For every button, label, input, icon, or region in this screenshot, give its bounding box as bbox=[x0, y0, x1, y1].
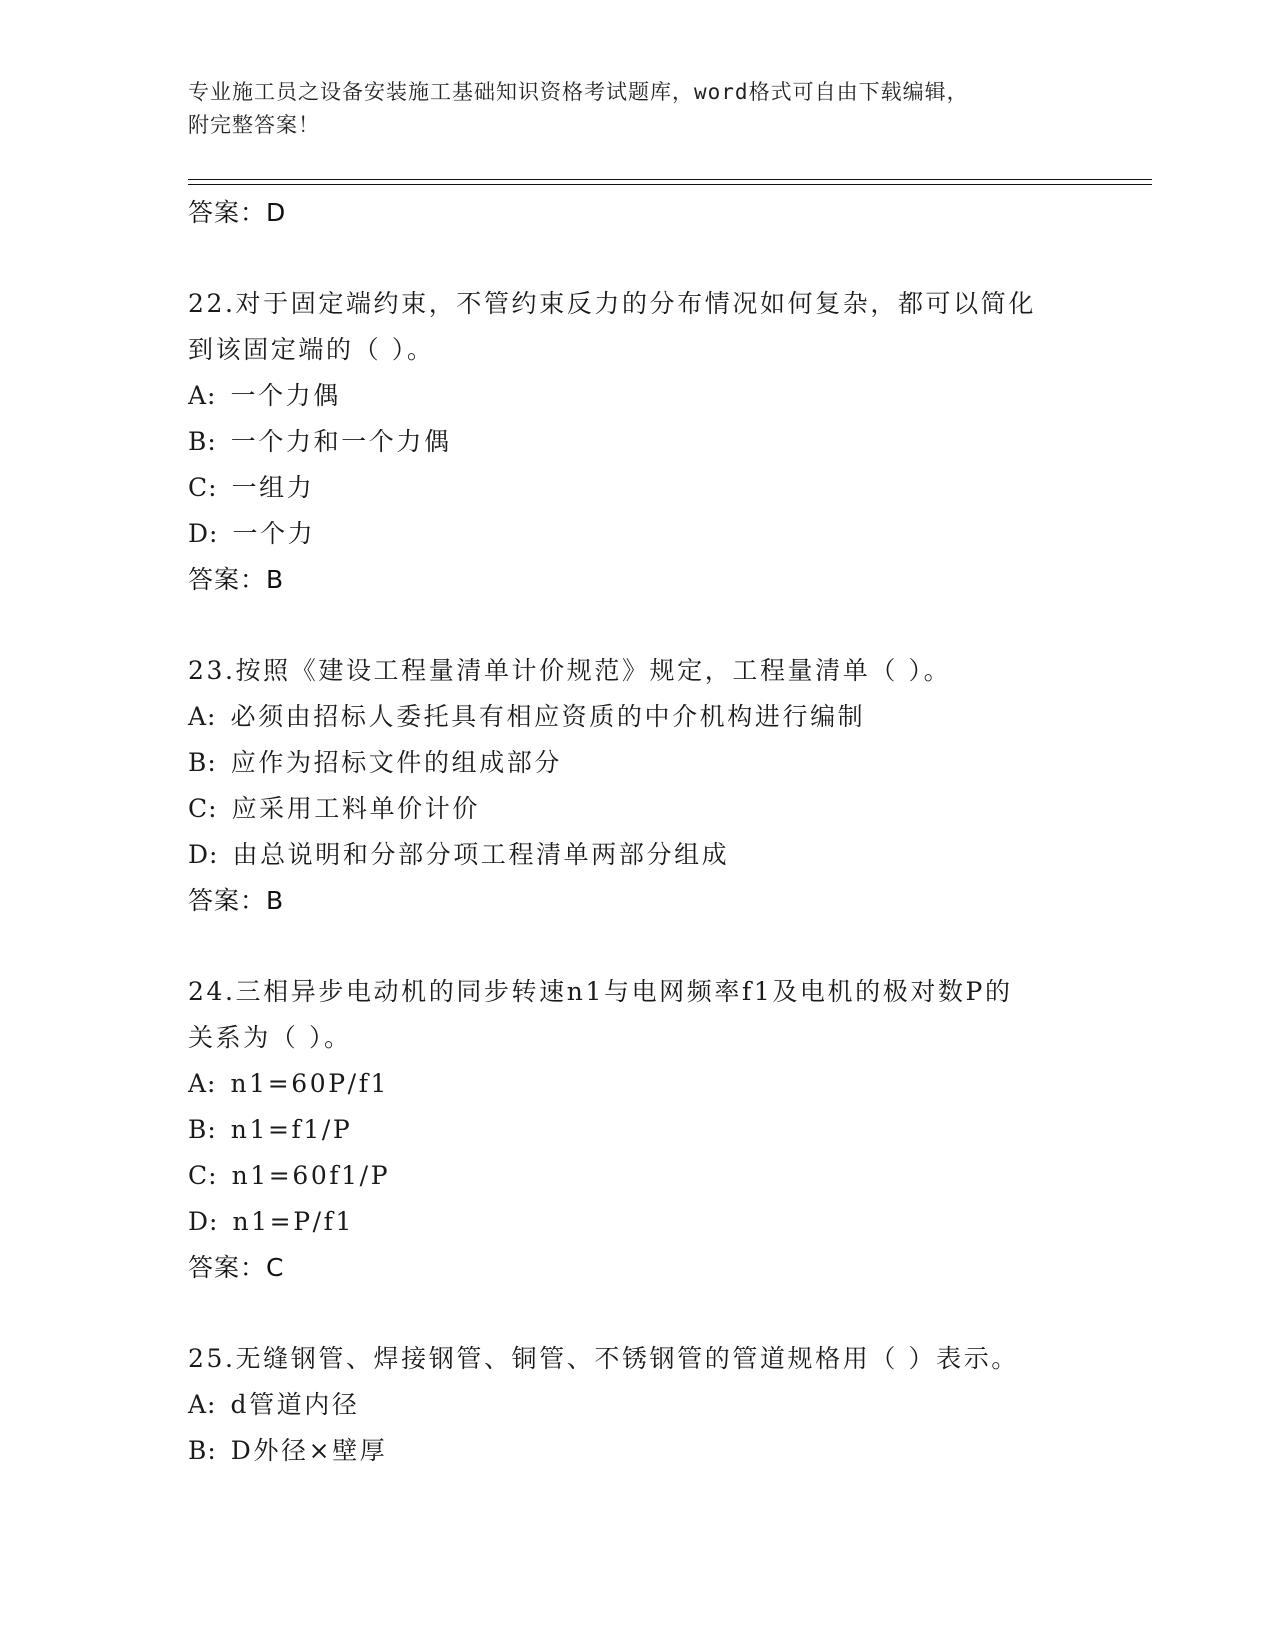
option-key: B: bbox=[188, 1115, 217, 1144]
option-key: D: bbox=[188, 519, 219, 548]
option-key: B: bbox=[188, 427, 217, 456]
option-key: A: bbox=[188, 381, 217, 410]
option-text: n1=P/f1 bbox=[232, 1207, 355, 1236]
option-b bbox=[188, 740, 1088, 786]
option-text: 应作为招标文件的组成部分 bbox=[230, 748, 562, 777]
option-text: 一个力偶 bbox=[230, 381, 341, 410]
question-text bbox=[188, 648, 1088, 694]
option-text: n1=f1/P bbox=[230, 1115, 353, 1144]
option-d bbox=[188, 832, 1088, 878]
option-a bbox=[188, 373, 1088, 419]
question-22 bbox=[188, 281, 1088, 603]
question-23 bbox=[188, 648, 1088, 924]
option-text: 一个力 bbox=[232, 519, 316, 548]
header-rule-top bbox=[188, 179, 1152, 180]
option-key: C: bbox=[188, 794, 218, 823]
option-a bbox=[188, 694, 1088, 740]
question-text-line: 25.无缝钢管、焊接钢管、铜管、不锈钢管的管道规格用（ ）表示。 bbox=[188, 1344, 1019, 1373]
option-key: A: bbox=[188, 702, 217, 731]
question-list bbox=[188, 190, 1088, 1474]
answer-line: 答案：B bbox=[188, 565, 285, 594]
question-text-line: 22.对于固定端约束，不管约束反力的分布情况如何复杂，都可以简化 bbox=[188, 289, 1036, 318]
option-key: B: bbox=[188, 1436, 217, 1465]
question-text-line: 关系为（ ）。 bbox=[188, 1023, 352, 1052]
option-text: d管道内径 bbox=[230, 1390, 360, 1419]
option-d bbox=[188, 511, 1088, 557]
option-key: C: bbox=[188, 473, 218, 502]
header-line-2: 附完整答案！ bbox=[188, 113, 320, 137]
option-key: D: bbox=[188, 840, 219, 869]
option-key: A: bbox=[188, 1390, 217, 1419]
option-b bbox=[188, 419, 1088, 465]
option-text: 一个力和一个力偶 bbox=[230, 427, 452, 456]
option-key: C: bbox=[188, 1161, 218, 1190]
option-c bbox=[188, 1153, 1088, 1199]
option-text: n1=60f1/P bbox=[231, 1161, 391, 1190]
option-text: 应采用工料单价计价 bbox=[231, 794, 480, 823]
question-text-line: 23.按照《建设工程量清单计价规范》规定，工程量清单（ ）。 bbox=[188, 656, 952, 685]
option-key: D: bbox=[188, 1207, 219, 1236]
option-text: 必须由招标人委托具有相应资质的中介机构进行编制 bbox=[230, 702, 866, 731]
question-text bbox=[188, 281, 1088, 373]
header-rule-bottom bbox=[188, 184, 1152, 185]
question-text bbox=[188, 969, 1088, 1061]
option-key: A: bbox=[188, 1069, 217, 1098]
option-text: n1=60P/f1 bbox=[230, 1069, 390, 1098]
option-b bbox=[188, 1107, 1088, 1153]
question-25 bbox=[188, 1336, 1088, 1474]
question-text-line: 到该固定端的（ ）。 bbox=[188, 335, 435, 364]
answer-line: 答案：B bbox=[188, 886, 285, 915]
option-text: D外径×壁厚 bbox=[230, 1436, 388, 1465]
question-text bbox=[188, 1336, 1088, 1382]
question-text-line: 24.三相异步电动机的同步转速n1与电网频率f1及电机的极对数P的 bbox=[188, 977, 1013, 1006]
option-d bbox=[188, 1199, 1088, 1245]
option-text: 一组力 bbox=[231, 473, 315, 502]
option-a bbox=[188, 1061, 1088, 1107]
option-c bbox=[188, 465, 1088, 511]
answer-line: 答案：D bbox=[188, 198, 287, 227]
option-key: B: bbox=[188, 748, 217, 777]
option-a bbox=[188, 1382, 1088, 1428]
option-b bbox=[188, 1428, 1088, 1474]
option-text: 由总说明和分部分项工程清单两部分组成 bbox=[232, 840, 730, 869]
document-header bbox=[188, 76, 1068, 142]
header-line-1: 专业施工员之设备安装施工基础知识资格考试题库，word格式可自由下载编辑， bbox=[188, 80, 969, 104]
answer-line: 答案：C bbox=[188, 1253, 285, 1282]
option-c bbox=[188, 786, 1088, 832]
question-24 bbox=[188, 969, 1088, 1291]
